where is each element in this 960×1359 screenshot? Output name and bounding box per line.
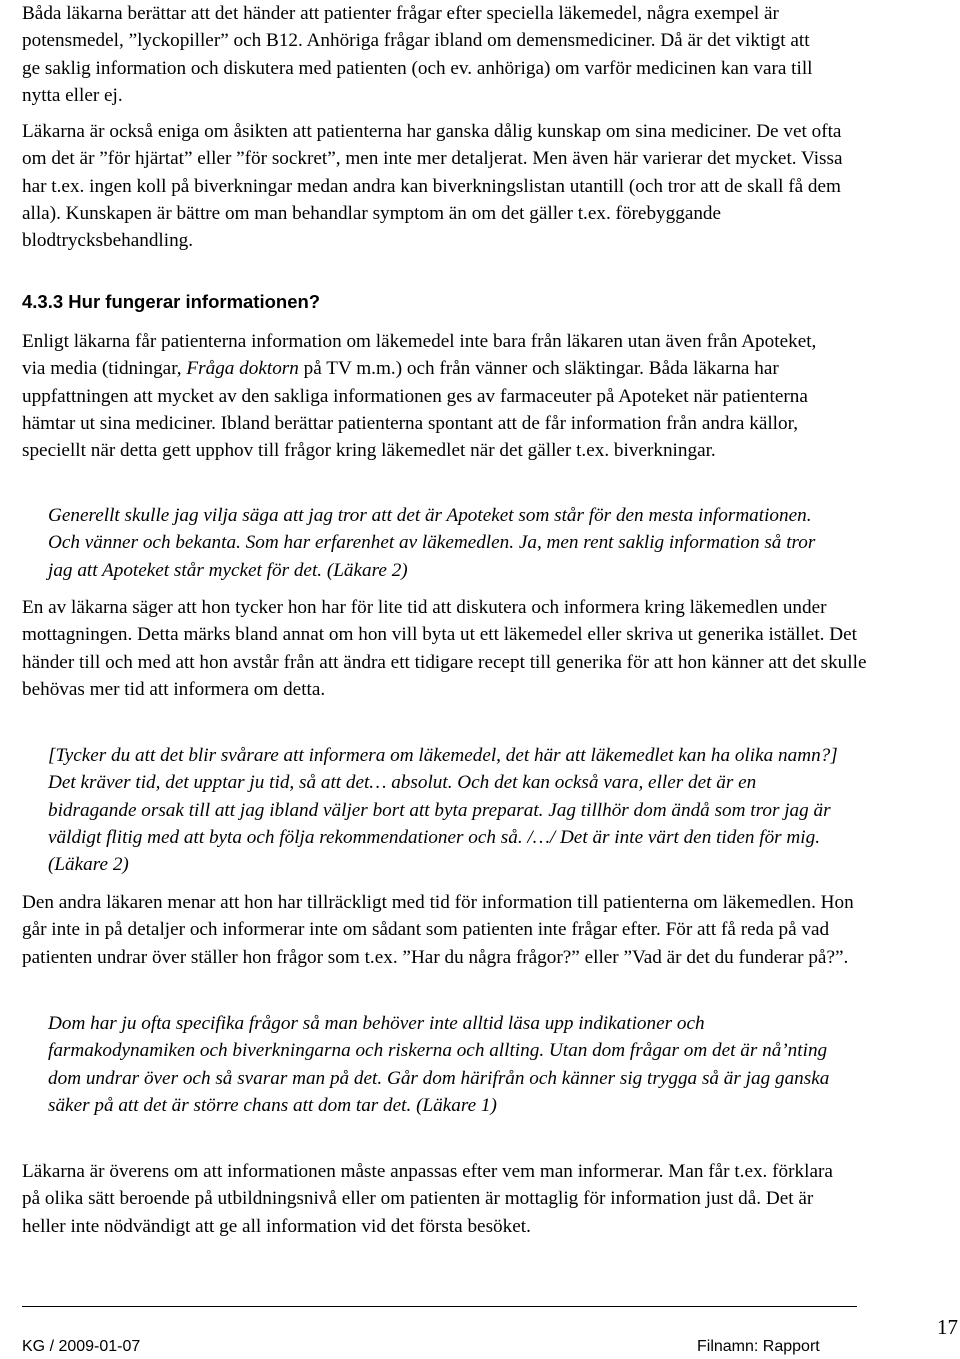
quote-2: [Tycker du att det blir svårare att informera om läkemedel, det här att läkemedlet kan ha olika namn?] Det kräver tid, det upptar ju tid, så att det… absolut. Och det kan också vara, eller det är en bidragande orsak till att jag ibland väljer bort att byta preparat. Jag tillhör dom ändå som tror jag är väldigt flitig med att byta och följa rekommendationer och så. /…/ Det är inte värt den tiden för mig. (Läkare 2) [48, 745, 838, 876]
paragraph-1: Båda läkarna berättar att det händer att patienter frågar efter speciella läkemedel, några exempel är potensmedel, ”lyckopiller” och B12. Anhöriga frågar ibland om demensmediciner. Då är det viktigt att ge saklig information och diskutera med patienten (och ev. anhöriga) om varför medicinen kan vara till nytta eller ej. [22, 3, 813, 106]
tv-program-title: Fråga doktorn [186, 358, 299, 380]
paragraph-6: Läkarna är överens om att informationen måste anpassas efter vem man informerar. Man får t.ex. förklara på olika sätt beroende på utbildningsnivå eller om patienten är mottaglig för information just då. Det är heller inte nödvändigt att ge all information vid det första besöket. [22, 1161, 833, 1237]
page-number: 17 [937, 1315, 958, 1339]
paragraph-3-part-a: Enligt läkarna får patienterna information om läkemedel inte bara från läkaren utan även från Apoteket, via media (tidningar, [22, 331, 817, 380]
footer-divider [22, 1306, 857, 1307]
section-heading: 4.3.3 Hur fungerar informationen? [22, 291, 321, 312]
quote-3: Dom har ju ofta specifika frågor så man behöver inte alltid läsa upp indikationer och farmakodynamiken och biverkningarna och riskerna och allting. Utan dom frågar om det är nå’nting dom undrar över och så svarar man på det. Går dom härifrån och känner sig trygga så är jag ganska säker på att det är större chans att dom tar det. (Läkare 1) [48, 1013, 830, 1116]
footer-filename: Filnamn: Rapport [697, 1338, 820, 1355]
paragraph-2: Läkarna är också eniga om åsikten att patienterna har ganska dålig kunskap om sina mediciner. De vet ofta om det är ”för hjärtat” eller ”för sockret”, men inte mer detaljerat. Men även här varierar det mycket. Vissa har t.ex. ingen koll på biverkningar medan andra kan biverkningslistan utantill (och tror att de skall få dem alla). Kunskapen är bättre om man behandlar symptom än om det gäller t.ex. förebyggande blodtrycksbehandling. [22, 121, 843, 252]
paragraph-3-part-b: på TV m.m.) och från vänner och släktingar. Båda läkarna har uppfattningen att mycket av den sakliga informationen ges av farmaceuter på Apoteket när patienterna hämtar ut sina mediciner. Ibland berättar patienterna spontant att de får information från andra källor, speciellt när detta gett upphov till frågor kring läkemedlet när det gäller t.ex. biverkningar. [22, 358, 808, 462]
paragraph-4: En av läkarna säger att hon tycker hon har för lite tid att diskutera och informera kring läkemedlen under mottagningen. Detta märks bland annat om hon vill byta ut ett läkemedel eller skriva ut generika istället. Det händer till och med att hon avstår från att ändra ett tidigare recept till generika för att hon känner att det skulle behövas mer tid att informera om detta. [22, 597, 867, 700]
paragraph-5: Den andra läkaren menar att hon har tillräckligt med tid för information till patienterna om läkemedlen. Hon går inte in på detaljer och informerar inte om sådant som patienten inte frågar efter. För att få reda på vad patienten undrar över ställer hon frågor som t.ex. ”Har du några frågor?” eller ”Vad är det du funderar på?”. [22, 892, 854, 968]
paragraph-3 [22, 328, 844, 464]
footer-author-date: KG / 2009-01-07 [22, 1338, 141, 1355]
quote-1: Generellt skulle jag vilja säga att jag tror att det är Apoteket som står för den mesta informationen. Och vänner och bekanta. Som har erfarenhet av läkemedlen. Ja, men rent saklig information så tror jag att Apoteket står mycket för det. (Läkare 2) [48, 505, 816, 581]
